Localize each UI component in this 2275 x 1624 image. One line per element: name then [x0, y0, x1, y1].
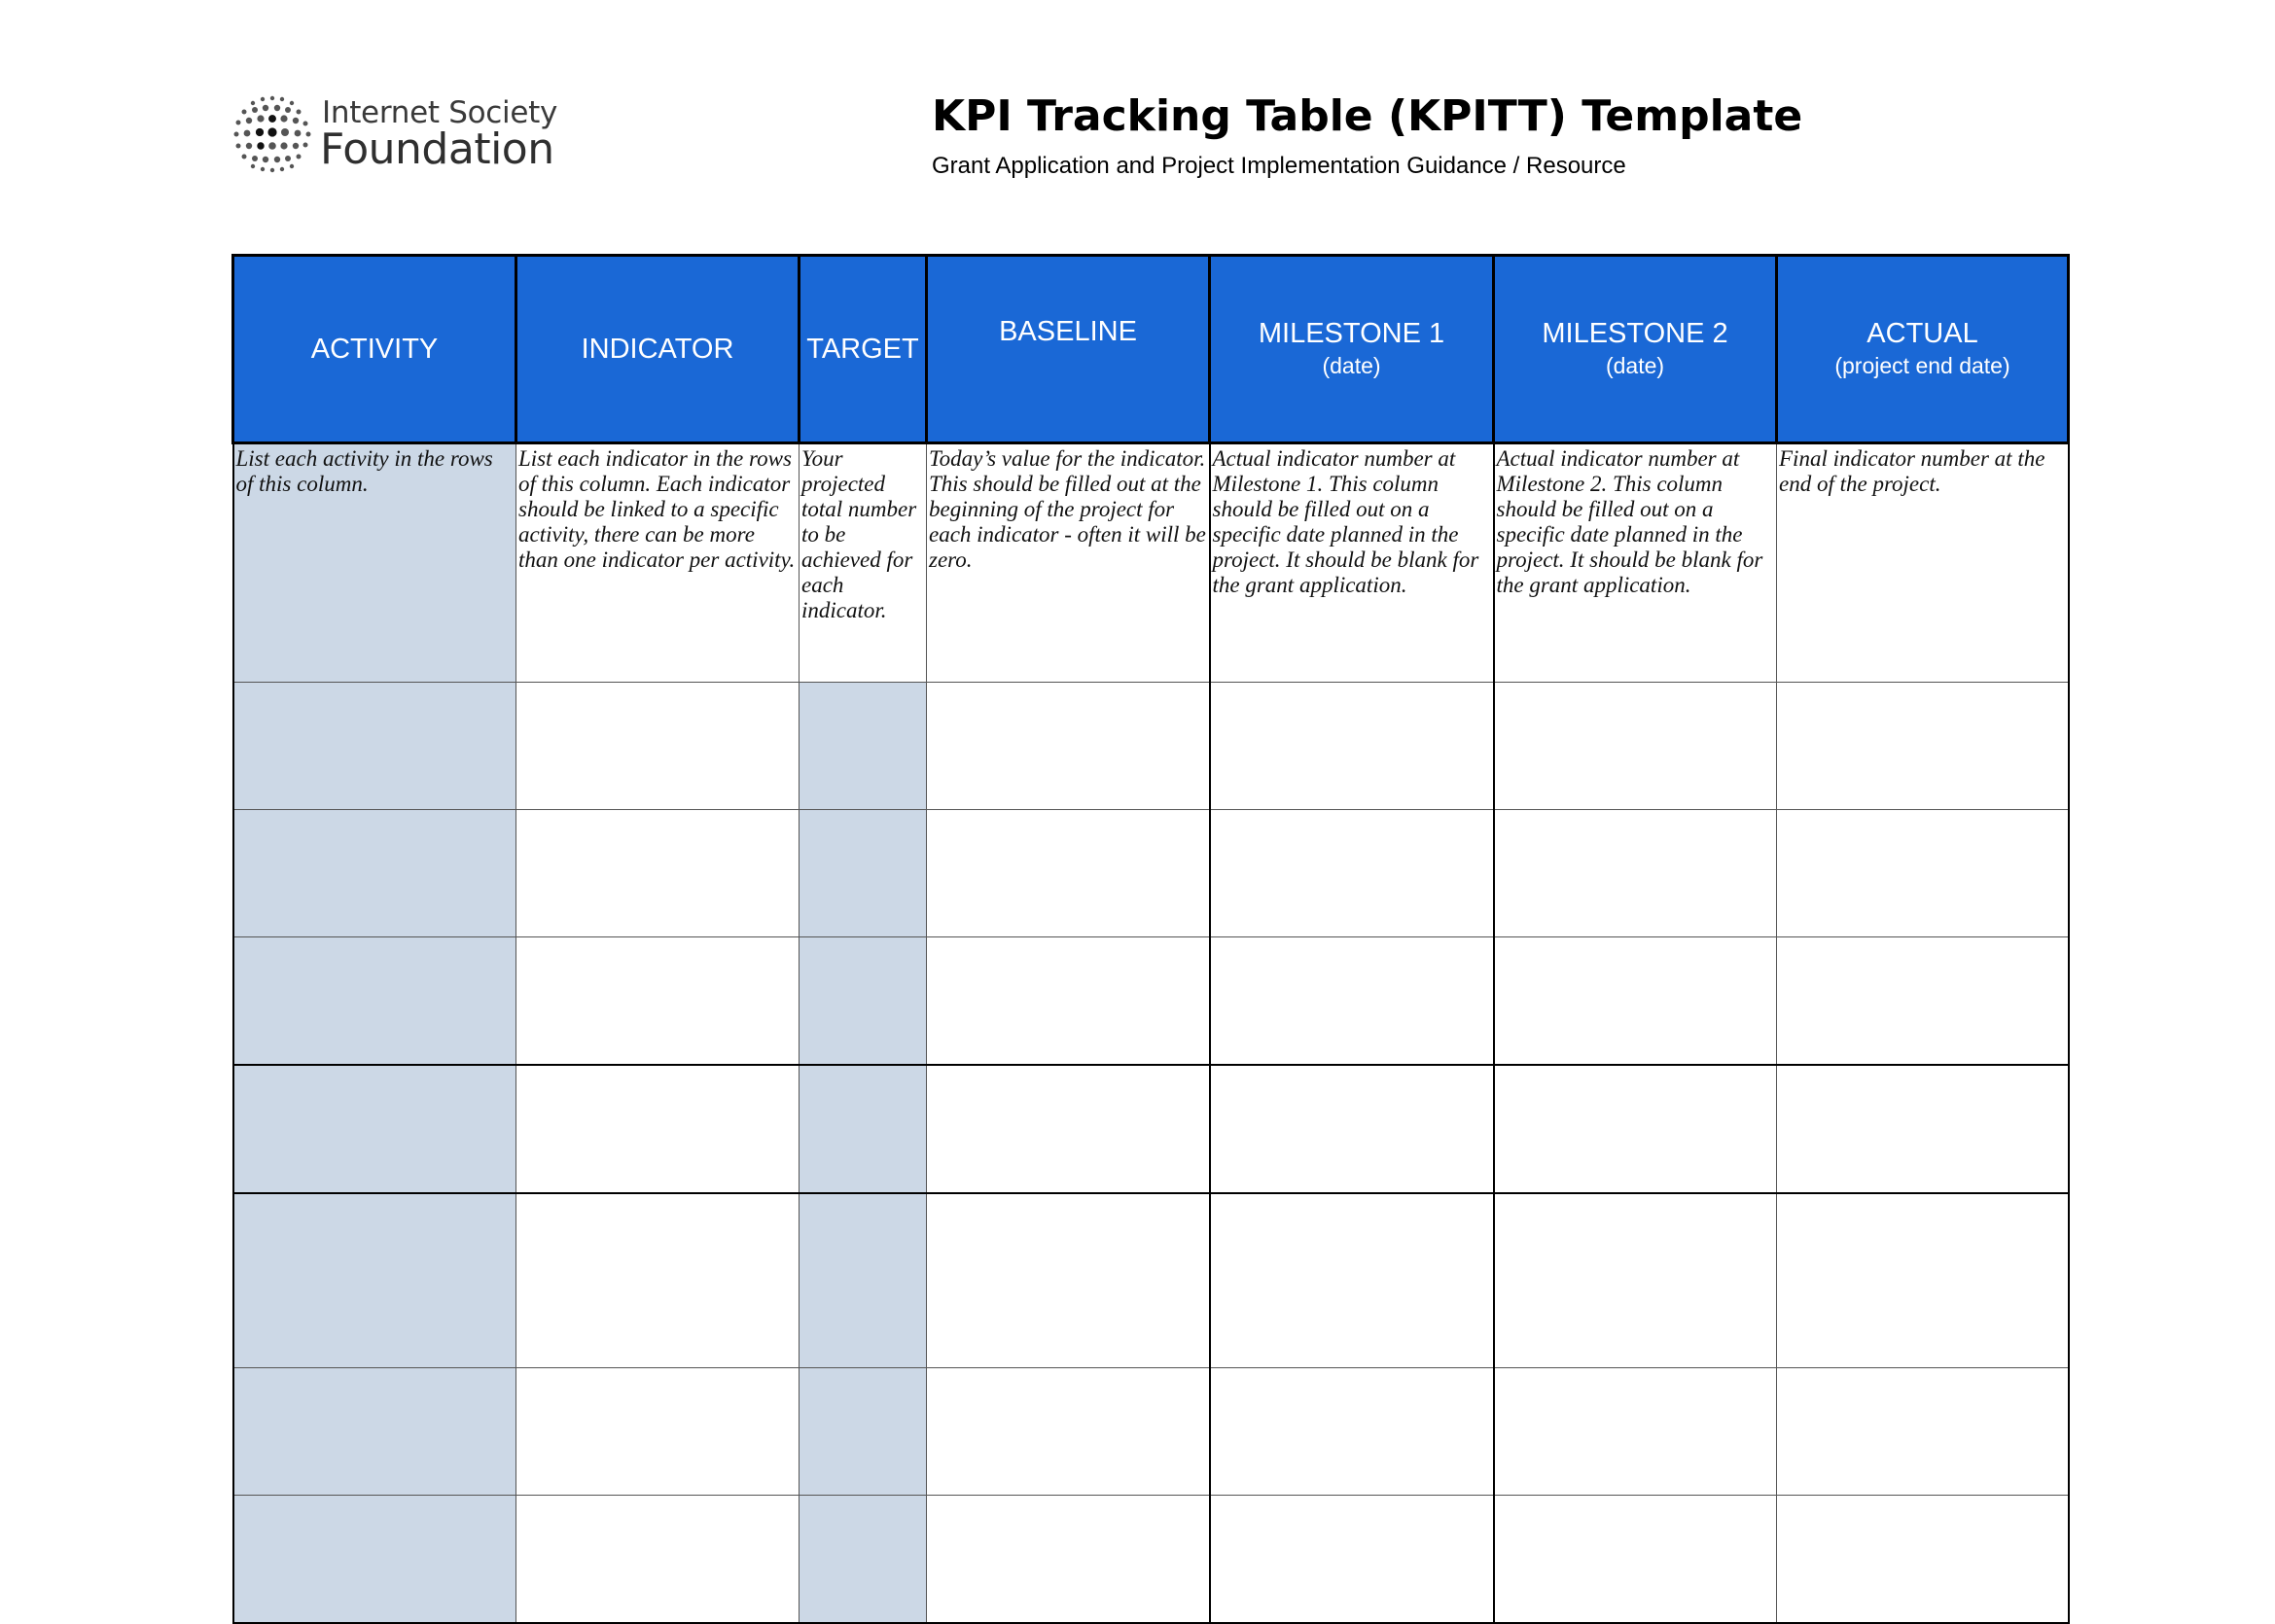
actual-cell[interactable]	[1777, 1065, 2069, 1193]
activity-cell[interactable]	[233, 810, 516, 937]
guidance-text: List each activity in the rows of this column.	[235, 446, 493, 496]
indicator-cell[interactable]	[516, 1368, 800, 1496]
target-cell[interactable]	[800, 810, 927, 937]
baseline-cell[interactable]	[927, 937, 1210, 1066]
column-header-label: BASELINE	[999, 316, 1137, 347]
indicator-cell[interactable]	[516, 937, 800, 1066]
milestone-2-cell[interactable]	[1494, 1368, 1777, 1496]
logo-text-line1: Internet Society	[322, 95, 558, 130]
activity-cell[interactable]	[233, 1193, 516, 1368]
actual-cell[interactable]	[1777, 1496, 2069, 1624]
guidance-row	[233, 443, 2069, 683]
column-header-baseline	[927, 256, 1210, 443]
table-row	[233, 1065, 2069, 1193]
milestone-2-cell[interactable]	[1494, 1496, 1777, 1624]
guidance-cell-target[interactable]	[800, 443, 927, 683]
baseline-cell[interactable]	[927, 1496, 1210, 1624]
baseline-cell[interactable]	[927, 1368, 1210, 1496]
table-row	[233, 1368, 2069, 1496]
column-header-actual	[1777, 256, 2069, 443]
baseline-cell[interactable]	[927, 810, 1210, 937]
activity-cell[interactable]	[233, 683, 516, 810]
document-subtitle: Grant Application and Project Implementation Guidance / Resource	[932, 153, 1626, 179]
actual-cell[interactable]	[1777, 1193, 2069, 1368]
target-cell[interactable]	[800, 1193, 927, 1368]
baseline-cell[interactable]	[927, 1193, 1210, 1368]
milestone-2-cell[interactable]	[1494, 937, 1777, 1066]
guidance-cell-indicator[interactable]	[516, 443, 800, 683]
column-header-label: MILESTONE 1	[1258, 318, 1445, 349]
milestone-1-cell[interactable]	[1210, 683, 1494, 810]
milestone-1-cell[interactable]	[1210, 810, 1494, 937]
column-header-target	[800, 256, 927, 443]
column-header-activity	[233, 256, 516, 443]
target-cell[interactable]	[800, 937, 927, 1066]
logo-dots-icon	[231, 93, 313, 175]
column-header-indicator	[516, 256, 800, 443]
guidance-text: Actual indicator number at Milestone 2. This column should be filled out on a specific date planned in the project. It should be blank for the grant application.	[1496, 446, 1763, 597]
document-title: KPI Tracking Table (KPITT) Template	[932, 91, 1803, 141]
column-header-label: MILESTONE 2	[1542, 318, 1728, 349]
kpi-tracking-table	[231, 254, 2070, 1624]
column-header-label: ACTUAL	[1866, 318, 1978, 349]
column-header-label: TARGET	[806, 334, 919, 365]
guidance-text: Final indicator number at the end of the project.	[1779, 446, 2045, 496]
column-header-sublabel: (project end date)	[1834, 353, 2010, 378]
guidance-cell-milestone-1[interactable]	[1210, 443, 1494, 683]
column-header-milestone-2	[1494, 256, 1777, 443]
activity-cell[interactable]	[233, 937, 516, 1066]
column-header-label: INDICATOR	[581, 334, 734, 365]
milestone-1-cell[interactable]	[1210, 937, 1494, 1066]
milestone-1-cell[interactable]	[1210, 1368, 1494, 1496]
table-header-row	[233, 256, 2069, 443]
guidance-text: Actual indicator number at Milestone 1. This column should be filled out on a specific date planned in the project. It should be blank for the grant application.	[1212, 446, 1479, 597]
indicator-cell[interactable]	[516, 1193, 800, 1368]
indicator-cell[interactable]	[516, 683, 800, 810]
guidance-cell-milestone-2[interactable]	[1494, 443, 1777, 683]
guidance-text: List each indicator in the rows of this column. Each indicator should be linked to a specific activity, there can be more than one indicator per activity.	[518, 446, 796, 572]
guidance-cell-actual[interactable]	[1777, 443, 2069, 683]
milestone-2-cell[interactable]	[1494, 683, 1777, 810]
activity-cell[interactable]	[233, 1368, 516, 1496]
guidance-text: Today’s value for the indicator. This should be filled out at the beginning of the project for each indicator - often it will be zero.	[929, 446, 1206, 572]
internet-society-foundation-logo	[231, 93, 562, 175]
indicator-cell[interactable]	[516, 1065, 800, 1193]
milestone-1-cell[interactable]	[1210, 1496, 1494, 1624]
guidance-cell-baseline[interactable]	[927, 443, 1210, 683]
column-header-sublabel: (date)	[1605, 353, 1665, 378]
baseline-cell[interactable]	[927, 683, 1210, 810]
baseline-cell[interactable]	[927, 1065, 1210, 1193]
actual-cell[interactable]	[1777, 683, 2069, 810]
milestone-1-cell[interactable]	[1210, 1065, 1494, 1193]
table-row	[233, 1193, 2069, 1368]
target-cell[interactable]	[800, 1496, 927, 1624]
column-header-milestone-1	[1210, 256, 1494, 443]
guidance-text: Your projected total number to be achieved for each indicator.	[801, 446, 917, 622]
guidance-cell-activity[interactable]	[233, 443, 516, 683]
actual-cell[interactable]	[1777, 937, 2069, 1066]
milestone-2-cell[interactable]	[1494, 1193, 1777, 1368]
milestone-1-cell[interactable]	[1210, 1193, 1494, 1368]
indicator-cell[interactable]	[516, 810, 800, 937]
column-header-label: ACTIVITY	[310, 334, 439, 365]
activity-cell[interactable]	[233, 1496, 516, 1624]
target-cell[interactable]	[800, 1368, 927, 1496]
milestone-2-cell[interactable]	[1494, 1065, 1777, 1193]
actual-cell[interactable]	[1777, 1368, 2069, 1496]
table-row	[233, 1496, 2069, 1624]
table-row	[233, 810, 2069, 937]
milestone-2-cell[interactable]	[1494, 810, 1777, 937]
target-cell[interactable]	[800, 683, 927, 810]
actual-cell[interactable]	[1777, 810, 2069, 937]
table-row	[233, 683, 2069, 810]
target-cell[interactable]	[800, 1065, 927, 1193]
indicator-cell[interactable]	[516, 1496, 800, 1624]
column-header-sublabel: (date)	[1322, 353, 1381, 378]
table-row	[233, 937, 2069, 1066]
logo-text-line2: Foundation	[320, 124, 554, 174]
activity-cell[interactable]	[233, 1065, 516, 1193]
